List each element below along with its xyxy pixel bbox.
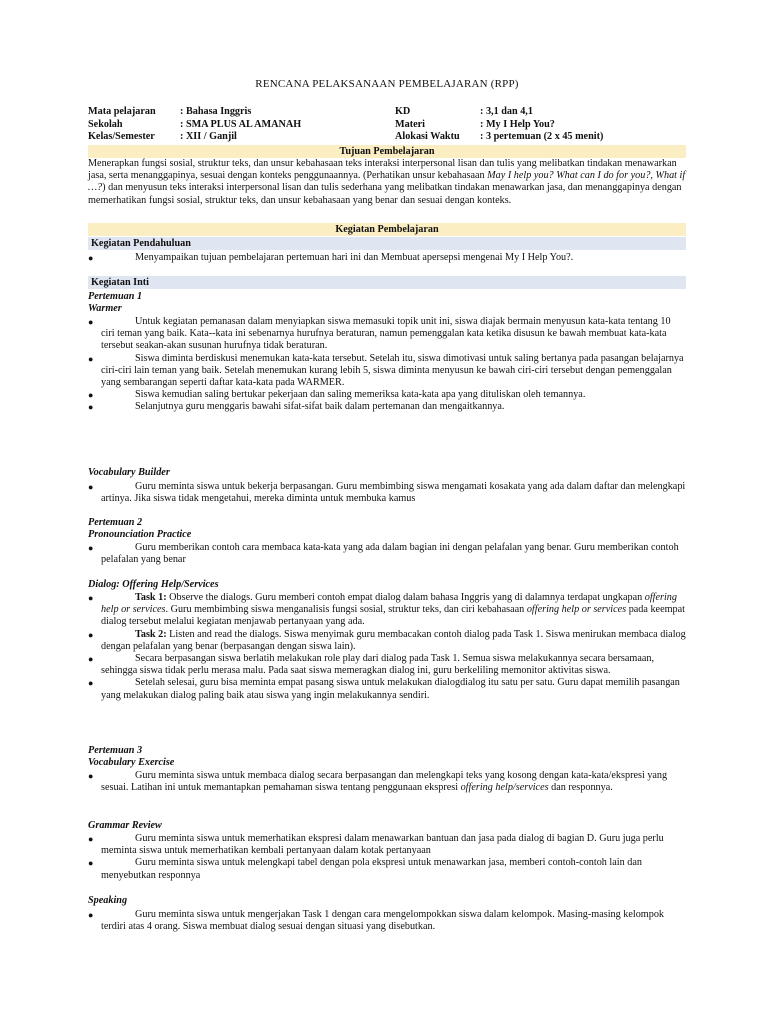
- bullet-icon: ●: [88, 353, 94, 364]
- bullet-icon: ●: [88, 253, 94, 263]
- tujuan-header: Tujuan Pembelajaran: [88, 145, 686, 158]
- bullet-icon: ●: [88, 834, 94, 844]
- list-item: ● Guru meminta siswa untuk memerhatikan ekspresi dalam menawarkan bantuan dan jasa pada dialog di bagian D. Guru juga perlu meminta siswa untuk memerhatikan kembali pertanyaan dalam kotak pertanyaan: [88, 833, 664, 857]
- bullet-icon: ●: [88, 317, 94, 327]
- document-title: RENCANA PELAKSANAAN PEMBELAJARAN (RPP): [255, 78, 519, 90]
- bullet-icon: ●: [88, 543, 94, 553]
- mapel-value: : Bahasa Inggris: [180, 106, 252, 117]
- bullet-icon: ●: [88, 629, 94, 640]
- vocabulary-builder-heading: Vocabulary Builder: [88, 467, 170, 478]
- meta-table: [88, 106, 686, 144]
- list-item: ● Task 1: Observe the dialogs. Guru memberi contoh empat dialog dalam bahasa Inggris yang di dalamnya terdapat ungkapan offering help or services. Guru membimbing siswa menganalisis fungsi sosial, struktur teks, dan ciri kebahasaan offering help or services pada keempat dialog tersebut melalui kegiatan menjawab pertanyaan yang ada.: [88, 592, 685, 628]
- kd-value: : 3,1 dan 4,1: [480, 106, 533, 117]
- list-item: ● Setelah selesai, guru bisa meminta empat pasang siswa untuk melakukan dialogdialog itu satu per satu. Guru dapat memilih pasangan yang melakukan dialog paling baik atau siswa yang ingin melakukannya sendiri.: [88, 677, 680, 701]
- bullet-icon: ●: [88, 593, 94, 603]
- alokasi-label: Alokasi Waktu: [395, 131, 460, 142]
- bullet-icon: ●: [88, 390, 94, 401]
- list-item: ● Guru memberikan contoh cara membaca kata-kata yang ada dalam bagian ini dengan pelafalan yang benar. Guru memberikan contoh pelafalan yang benar: [88, 542, 679, 566]
- mapel-label: Mata pelajaran: [88, 106, 156, 117]
- task-2-label: Task 2:: [135, 628, 167, 640]
- bullet-icon: ●: [88, 402, 94, 413]
- bullet-icon: ●: [88, 678, 94, 689]
- list-item: ● Guru meminta siswa untuk bekerja berpasangan. Guru membimbing siswa mengamati kosakata yang ada dalam daftar dan melengkapi artinya. Jika siswa tidak mengetahui, mereka diminta untuk membuka kamus: [88, 481, 686, 505]
- sekolah-value: : SMA PLUS AL AMANAH: [180, 118, 302, 130]
- warmer-list: [88, 316, 686, 414]
- task-1-label: Task 1:: [135, 592, 167, 603]
- vocabulary-exercise-heading: Vocabulary Exercise: [88, 757, 175, 768]
- pendahuluan-header: Kegiatan Pendahuluan: [88, 237, 686, 250]
- inti-header: Kegiatan Inti: [88, 276, 686, 289]
- kelas-value: : XII / Ganjil: [180, 131, 237, 142]
- list-item: ● Secara berpasangan siswa berlatih melakukan role play dari dialog pada Task 1. Semua siswa melakukannya secara bersamaan, sehingga siswa tidak perlu merasa malu. Pada saat siswa memeragkan dialog ini, guru berkeliling memonitor aktivitas siswa.: [88, 653, 655, 677]
- pertemuan-2-heading: Pertemuan 2: [88, 517, 143, 528]
- speaking-list: [88, 909, 686, 933]
- bullet-icon: ●: [88, 482, 94, 492]
- materi-label: Materi: [395, 118, 425, 130]
- bullet-icon: ●: [88, 910, 94, 920]
- warmer-heading: Warmer: [88, 303, 122, 314]
- bullet-icon: ●: [88, 771, 94, 781]
- dialog-heading: Dialog: Offering Help/Services: [88, 579, 219, 590]
- meta-row-2: [88, 119, 686, 132]
- list-item: ● Guru meminta siswa untuk mengerjakan Task 1 dengan cara mengelompokkan siswa dalam kelompok. Masing-masing kelompok terdiri atas 4 orang. Siswa membuat dialog sesuai dengan situasi yang disebutkan.: [88, 909, 665, 933]
- list-item: ● Siswa kemudian saling bertukar pekerjaan dan saling memeriksa kata-kata apa yang dituliskan oleh temannya.: [88, 389, 586, 401]
- kegiatan-header: Kegiatan Pembelajaran: [88, 223, 686, 236]
- speaking-heading: Speaking: [88, 895, 128, 906]
- pronounciation-heading: Pronounciation Practice: [88, 529, 192, 540]
- pronounciation-list: [88, 542, 686, 566]
- grammar-review-list: [88, 833, 686, 882]
- bullet-icon: ●: [88, 654, 94, 665]
- pendahuluan-list: [88, 252, 686, 264]
- pertemuan-1-heading: Pertemuan 1: [88, 291, 143, 302]
- grammar-review-heading: Grammar Review: [88, 820, 162, 831]
- kd-label: KD: [395, 106, 411, 117]
- bullet-icon: ●: [88, 858, 94, 869]
- alokasi-value: : 3 pertemuan (2 x 45 menit): [480, 131, 604, 142]
- materi-value: : My I Help You?: [480, 118, 555, 130]
- tujuan-text: [88, 158, 686, 207]
- list-item: ● Menyampaikan tujuan pembelajaran pertemuan hari ini dan Membuat apersepsi mengenai My I Help You?.: [88, 252, 574, 263]
- list-item: ● Guru meminta siswa untuk membaca dialog secara berpasangan dan melengkapi teks yang kosong dengan kata-kata/ekspresi yang sesuai. Latihan ini untuk memantapkan pemahaman siswa tentang penggunaan ekspresi offering help/services dan responnya.: [88, 770, 668, 794]
- list-item: ● Untuk kegiatan pemanasan dalam menyiapkan siswa memasuki topik unit ini, siswa diajak bermain menyusun kata-kata tentang 10 ciri teman yang baik. Kata--kata ini sebenarnya hurufnya beraturan, namun pemenggalan kata ketika disusun ke bawah membuat kata-kata tersebut seakan-akan susunan hurufnya tidak beraturan.: [88, 316, 671, 352]
- meta-row-3: [88, 131, 686, 144]
- sekolah-label: Sekolah: [88, 118, 123, 130]
- meta-row-1: [88, 106, 686, 119]
- tujuan-text-italic: May I help you? What can I do for you?, What if …?: [88, 170, 686, 194]
- pertemuan-3-heading: Pertemuan 3: [88, 745, 143, 756]
- vocabulary-exercise-list: [88, 770, 686, 794]
- list-item: ● Task 2: Listen and read the dialogs. Siswa menyimak guru membacakan contoh dialog pada Task 1. Siswa menirukan membaca dialog dengan pelafalan yang benar (berpasangan dengan siswa lain).: [88, 628, 686, 652]
- dialog-list: [88, 592, 686, 702]
- vocabulary-builder-list: [88, 481, 686, 505]
- tujuan-text-part-2: ) dan menyusun teks interaksi interpersonal lisan dan tulis sederhana yang melibatkan tindakan menawarkan jasa, dan menanggapinya dengan memerhatikan fungsi sosial, struktur teks, dan unsur kebahasaan yang benar dan sesuai dengan konteks.: [88, 182, 682, 206]
- tujuan-text-part-1: Menerapkan fungsi sosial, struktur teks, dan unsur kebahasaan teks interaksi interpersonal lisan dan tulis yang melibatkan tindakan menawarkan jasa, serta menanggapinya, sesuai dengan konteks penggunaannya. (Perhatikan unsur kebahasaan: [88, 158, 677, 182]
- list-item: ● Guru meminta siswa untuk melengkapi tabel dengan pola ekspresi untuk menawarkan jasa, memberi contoh-contoh lain dan menyebutkan responnya: [88, 857, 642, 881]
- list-item: ● Selanjutnya guru menggaris bawahi sifat-sifat baik dalam pertemanan dan mengaitkannya.: [88, 401, 505, 413]
- list-item: ● Siswa diminta berdiskusi menemukan kata-kata tersebut. Setelah itu, siswa dimotivasi untuk saling bertanya pada pasangan belajarnya ciri-ciri lain teman yang baik. Setelah menemukan kurang lebih 5, siswa diminta menyusun ke bawah ciri-ciri tersebut dengan pemenggalan yang sembarangan seperti daftar kata-kata pada WARMER.: [88, 352, 684, 389]
- kelas-label: Kelas/Semester: [88, 131, 155, 142]
